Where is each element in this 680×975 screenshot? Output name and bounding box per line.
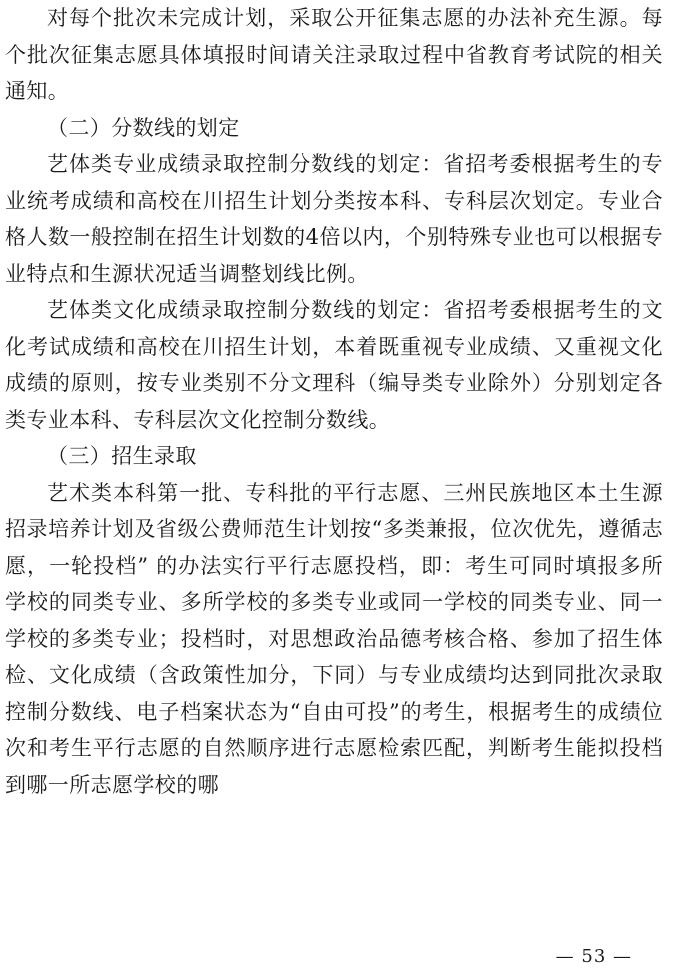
paragraph-volunteer-collection: 对每个批次未完成计划，采取公开征集志愿的办法补充生源。每个批次征集志愿具体填报时间请关注录取过程中省教育考试院的相关通知。 (5, 6, 663, 103)
section-heading-score-lines: （二）分数线的划定 (47, 115, 240, 140)
paragraph-cultural-score-line: 艺体类文化成绩录取控制分数线的划定：省招考委根据考生的文化考试成绩和高校在川招生计划，本着既重视专业成绩、又重视文化成绩的原则，按专业类别不分文理科（编导类专业除外）分别划定各类专业本科、专科层次文化控制分数线。 (5, 298, 663, 432)
section-heading-admission: （三）招生录取 (47, 444, 197, 468)
paragraph-parallel-volunteers: 艺术类本科第一批、专科批的平行志愿、三州民族地区本土生源招录培养计划及省级公费师范生计划按“多类兼报，位次优先，遵循志愿，一轮投档” 的办法实行平行志愿投档，即：考生可同时填报多所学校的同类专业、多所学校的多类专业或同一学校的同类专业、同一学校的多类专业；投档时，对思想政治品德考核合格、参加了招生体检、文化成绩（含政策性加分，下同）与专业成绩均达到同批次录取控制分数线、电子档案状态为“自由可投”的考生，根据考生的成绩位次和考生平行志愿的自然顺序进行志愿检索匹配，判断考生能拟投档到哪一所志愿学校的哪 (5, 480, 663, 797)
paragraph-professional-score-line: 艺体类专业成绩录取控制分数线的划定：省招考委根据考生的专业统考成绩和高校在川招生计划分类按本科、专科层次划定。专业合格人数一般控制在招生计划数的4倍以内，个别特殊专业也可以根据专业特点和生源状况适当调整划线比例。 (5, 152, 663, 286)
document-body (5, 0, 663, 803)
page-number: — 53 — (555, 946, 632, 967)
